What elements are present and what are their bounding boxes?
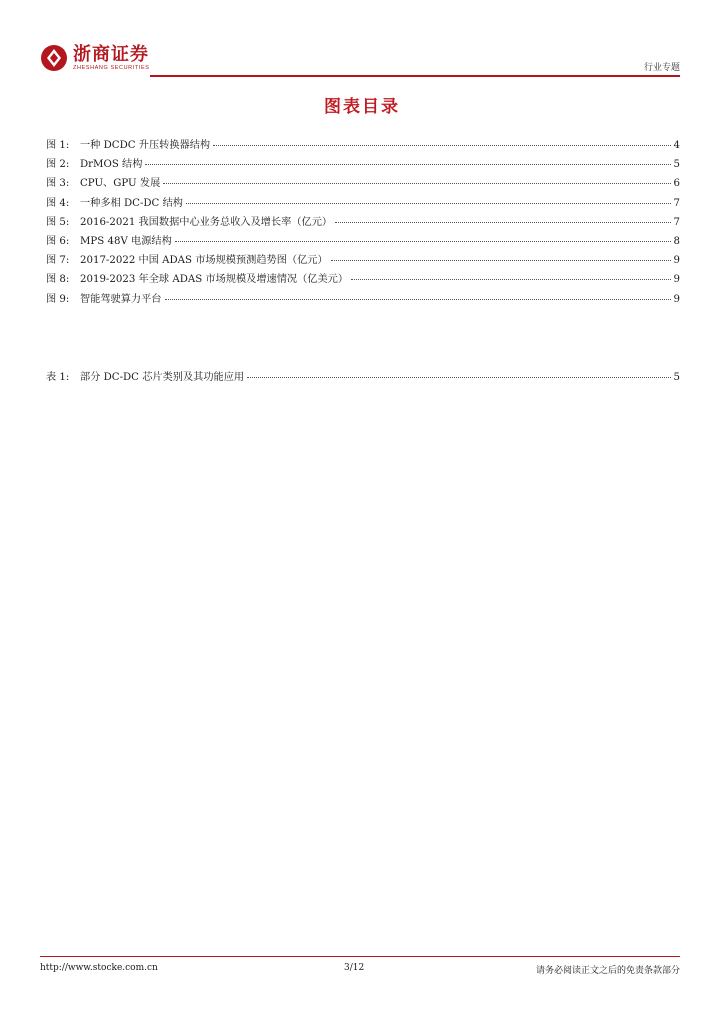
toc-leader-dots xyxy=(163,182,670,184)
toc-entry-page: 9 xyxy=(673,293,680,305)
toc-leader-dots xyxy=(351,278,670,280)
toc-entry-page: 8 xyxy=(673,235,680,247)
toc-leader-dots xyxy=(165,298,671,300)
toc-entry-label: 图 6: xyxy=(46,235,70,247)
toc-entry-page: 7 xyxy=(673,197,680,209)
toc-entry-page: 9 xyxy=(673,274,680,286)
toc-entry-table-1[interactable] xyxy=(46,368,680,387)
toc-entry-page: 6 xyxy=(673,178,680,190)
toc-entry-text: 2017-2022 中国 ADAS 市场规模预测趋势图（亿元） xyxy=(80,255,328,267)
toc-title: 图表目录 xyxy=(324,97,400,117)
toc-entry-label: 表 1: xyxy=(46,372,70,383)
toc-leader-dots xyxy=(331,259,671,261)
toc-entry-figure-4[interactable] xyxy=(46,194,680,213)
page-header xyxy=(40,44,680,78)
toc-entry-text: 2019-2023 年全球 ADAS 市场规模及增速情况（亿美元） xyxy=(80,274,349,286)
toc-entry-label: 图 7: xyxy=(46,255,70,267)
footer-website-link[interactable]: http://www.stocke.com.cn xyxy=(40,963,158,973)
toc-leader-dots xyxy=(145,163,670,165)
figure-list xyxy=(46,136,680,309)
toc-entry-figure-9[interactable] xyxy=(46,290,680,309)
logo-english-name: ZHESHANG SECURITIES xyxy=(73,64,150,71)
toc-entry-text: CPU、GPU 发展 xyxy=(80,178,161,190)
toc-entry-page: 5 xyxy=(673,372,680,383)
toc-entry-label: 图 5: xyxy=(46,216,70,228)
footer-divider xyxy=(40,956,680,957)
toc-entry-text: DrMOS 结构 xyxy=(80,159,143,171)
toc-leader-dots xyxy=(247,376,670,378)
report-category-tag: 行业专题 xyxy=(643,63,680,73)
toc-entry-text: 一种 DCDC 升压转换器结构 xyxy=(80,140,211,151)
toc-entry-text: 2016-2021 我国数据中心业务总收入及增长率（亿元） xyxy=(80,216,333,228)
toc-entry-label: 图 2: xyxy=(46,159,70,171)
zheshang-logo-icon xyxy=(40,44,68,72)
toc-entry-figure-7[interactable] xyxy=(46,251,680,270)
toc-entry-page: 4 xyxy=(673,140,680,151)
toc-entry-label: 图 3: xyxy=(46,178,70,190)
toc-leader-dots xyxy=(186,202,671,204)
footer-disclaimer: 请务必阅读正文之后的免责条款部分 xyxy=(535,966,680,976)
toc-leader-dots xyxy=(335,221,670,223)
toc-entry-text: MPS 48V 电源结构 xyxy=(80,235,172,247)
footer-page-number: 3/12 xyxy=(344,963,365,973)
toc-entry-page: 9 xyxy=(673,255,680,267)
toc-entry-page: 7 xyxy=(673,216,680,228)
company-logo xyxy=(40,44,150,72)
toc-entry-label: 图 9: xyxy=(46,293,70,305)
toc-entry-figure-3[interactable] xyxy=(46,174,680,193)
toc-entry-label: 图 4: xyxy=(46,197,70,209)
toc-leader-dots xyxy=(213,144,670,146)
toc-entry-figure-8[interactable] xyxy=(46,270,680,289)
toc-entry-text: 部分 DC-DC 芯片类别及其功能应用 xyxy=(80,372,245,383)
toc-entry-figure-1[interactable] xyxy=(46,136,680,155)
toc-entry-figure-5[interactable] xyxy=(46,213,680,232)
toc-leader-dots xyxy=(175,240,671,242)
table-list xyxy=(46,368,680,387)
toc-entry-label: 图 8: xyxy=(46,274,70,286)
toc-entry-text: 智能驾驶算力平台 xyxy=(80,293,162,305)
logo-chinese-name: 浙商证券 xyxy=(73,43,149,65)
toc-entry-label: 图 1: xyxy=(46,140,70,151)
toc-entry-page: 5 xyxy=(673,159,680,171)
toc-entry-text: 一种多相 DC-DC 结构 xyxy=(80,197,183,209)
header-divider xyxy=(150,75,680,77)
toc-entry-figure-2[interactable] xyxy=(46,155,680,174)
toc-entry-figure-6[interactable] xyxy=(46,232,680,251)
